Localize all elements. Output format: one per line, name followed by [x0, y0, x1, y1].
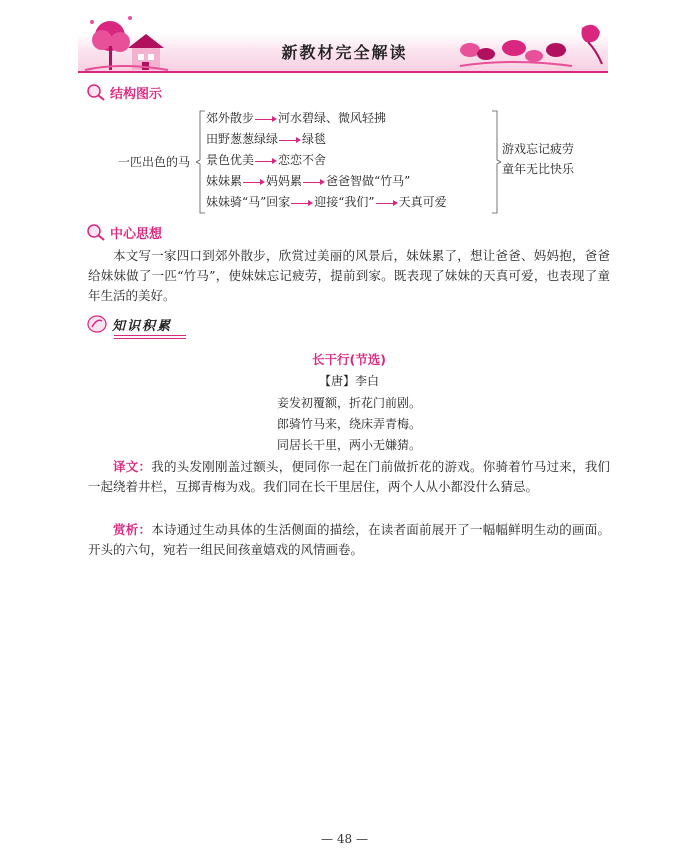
knowledge-underline	[114, 338, 186, 339]
diagram-root: 一匹出色的马	[118, 155, 191, 169]
poem-title: 长干行(节选)	[312, 352, 386, 367]
diagram-row	[206, 195, 447, 209]
translation-label: 译文：	[113, 459, 152, 474]
leaf-badge-icon	[86, 314, 108, 334]
appreciation-label: 赏析：	[113, 522, 152, 537]
diagram-node: 绿毯	[302, 132, 327, 146]
magnifier-icon	[86, 223, 106, 241]
translation-text: 我的头发刚刚盖过额头，便同你一起在门前做折花的游戏。你骑着竹马过来，我们一起绕着井栏，互掷青梅为戏。我们同在长干里居住，两个人从小都没什么猜忌。	[88, 459, 610, 494]
page-header	[0, 0, 689, 80]
diagram-conclusion-1: 游戏忘记疲劳	[502, 142, 575, 156]
page-number: — 48 —	[321, 832, 368, 846]
poem-line: 同居长干里，两小无嫌猜。	[276, 438, 421, 452]
header-title: 新教材完全解读	[281, 43, 408, 62]
diagram-node: 妹妹骑“马”回家	[206, 195, 291, 209]
arrow-right-icon	[243, 178, 265, 186]
diagram-node: 田野葱葱绿绿	[206, 132, 279, 146]
arrow-right-icon	[376, 199, 398, 207]
section-structure-heading	[86, 82, 162, 102]
diagram-row	[206, 153, 326, 167]
poem-line: 郎骑竹马来，绕床弄青梅。	[276, 417, 421, 431]
diagram-row	[206, 174, 410, 188]
section-theme-title: 中心思想	[110, 226, 163, 242]
diagram-node: 迎接“我们”	[314, 195, 375, 209]
diagram-node: 郊外散步	[206, 111, 255, 125]
appreciation-text: 本诗通过生动具体的生活侧面的描绘，在读者面前展开了一幅幅鲜明生动的画面。开头的六句，宛若一组民间孩童嬉戏的风情画卷。	[88, 522, 610, 557]
arrow-right-icon	[279, 136, 301, 144]
diagram-node: 妹妹累	[206, 174, 243, 188]
section-knowledge-heading	[86, 314, 172, 334]
diagram-row	[206, 111, 386, 125]
poem-line: 妾发初覆额，折花门前剧。	[276, 396, 421, 410]
diagram-conclusion-2: 童年无比快乐	[502, 162, 575, 176]
diagram-right-brace-icon	[491, 110, 501, 214]
diagram-row	[206, 132, 326, 146]
knowledge-underline	[114, 335, 186, 336]
section-structure-title: 结构图示	[110, 86, 163, 102]
diagram-node: 景色优美	[206, 153, 255, 167]
section-knowledge-title: 知识积累	[112, 318, 173, 334]
section-theme-heading	[86, 222, 162, 242]
appreciation-paragraph	[88, 520, 610, 560]
arrow-right-icon	[255, 157, 277, 165]
header-divider	[78, 71, 608, 73]
diagram-left-brace-icon	[196, 110, 206, 214]
diagram-node: 妈妈累	[266, 174, 303, 188]
translation-paragraph	[88, 457, 610, 497]
arrow-right-icon	[303, 178, 325, 186]
theme-paragraph: 本文写一家四口到郊外散步，欣赏过美丽的风景后，妹妹累了，想让爸爸、妈妈抱，爸爸给妹妹做了一匹“竹马”，使妹妹忘记疲劳，提前到家。既表现了妹妹的天真可爱，也表现了童年生活的美好。	[88, 248, 610, 303]
arrow-right-icon	[255, 115, 277, 123]
poem-author: 【唐】李白	[318, 374, 379, 388]
magnifier-icon	[86, 83, 106, 101]
diagram-node: 天真可爱	[398, 195, 447, 209]
diagram-node: 恋恋不舍	[278, 153, 327, 167]
arrow-right-icon	[291, 199, 313, 207]
diagram-node: 爸爸智做“竹马”	[326, 174, 411, 188]
diagram-node: 河水碧绿、微风轻拂	[278, 111, 387, 125]
